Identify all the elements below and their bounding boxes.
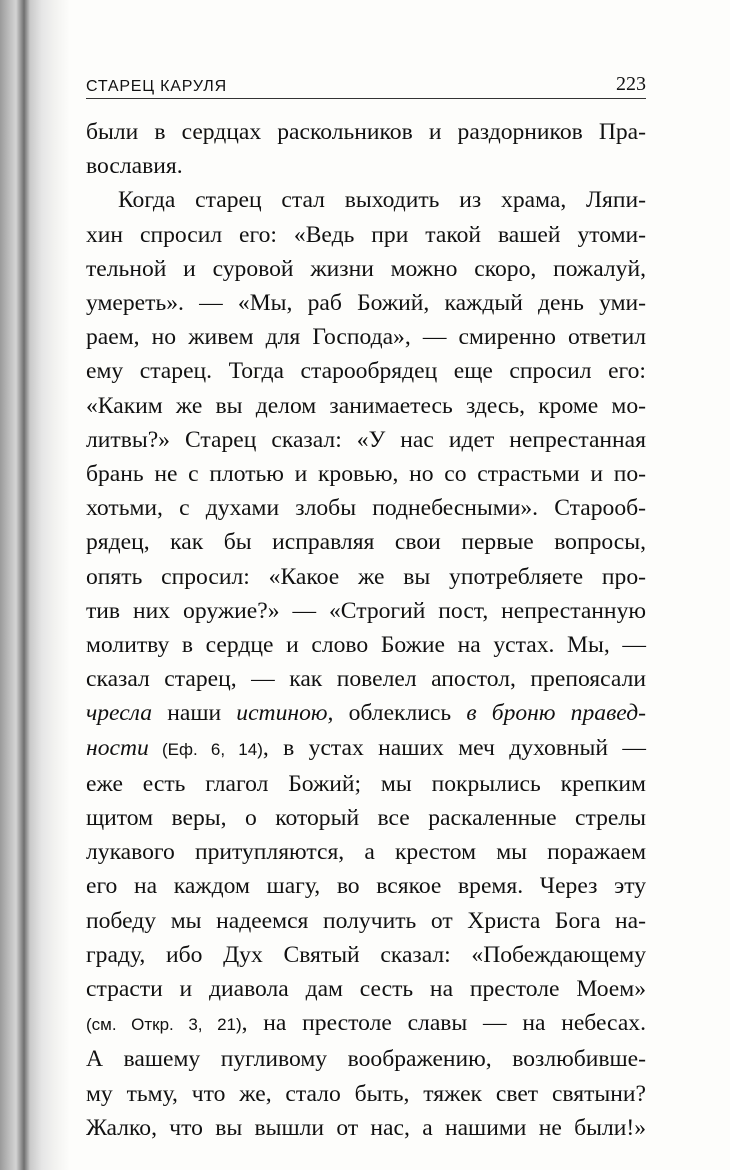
text-line: тив них оружие?» — «Строгий пост, непрестанную <box>86 597 646 624</box>
running-title: СТАРЕЦ КАРУЛЯ <box>86 78 227 95</box>
text-line: му тьму, что же, стало быть, тяжек свет святыни? <box>86 1080 646 1107</box>
text-line: победу мы надеемся получить от Христа Бога на- <box>86 907 646 934</box>
text-line: страсти и диавола дам сесть на престоле Моем» <box>86 976 646 1003</box>
text-line: тельной и суровой жизни можно скоро, пожалуй, <box>86 255 646 282</box>
text-line: рядец, как бы исправляя свои первые вопросы, <box>86 529 646 556</box>
italic-text: ности <box>86 734 149 761</box>
italic-text: чресла <box>86 700 153 727</box>
text-line: А вашему пугливому воображению, возлюбивше- <box>86 1046 646 1073</box>
text-line: хин спросил его: «Ведь при такой вашей утоми- <box>86 221 646 248</box>
text-line: литвы?» Старец сказал: «У нас идет непрестанная <box>86 426 646 453</box>
text-line <box>86 731 646 767</box>
italic-text: в броню правед- <box>466 700 646 727</box>
text-line: граду, ибо Дух Святый сказал: «Побеждающему <box>86 941 646 968</box>
text-line: сказал старец, — как повелел апостол, препоясали <box>86 666 646 693</box>
text-span: наши <box>152 700 237 727</box>
text-line: Когда старец стал выходить из храма, Ляпи- <box>118 187 646 214</box>
text-line: Жалко, что вы вышли от нас, а нашими не были!» <box>86 1114 646 1141</box>
text-line: раем, но живем для Господа», — смиренно ответил <box>86 324 646 351</box>
text-span: , в устах наших меч духовный — <box>262 734 646 761</box>
italic-text: истиною, <box>236 700 334 727</box>
text-line <box>86 1006 646 1042</box>
text-line: молитву в сердце и слово Божие на устах. Мы, — <box>86 632 646 659</box>
text-span: облеклись <box>333 700 467 727</box>
text-line: опять спросил: «Какое же вы употребляете про- <box>86 563 646 590</box>
body-text <box>86 115 646 1145</box>
page-header <box>86 70 646 99</box>
text-line: были в сердцах раскольников и раздорников Пра- <box>86 119 646 145</box>
text-line <box>86 696 646 730</box>
page-number: 223 <box>616 73 646 95</box>
text-line: ему старец. Тогда старообрядец еще спросил его: <box>86 358 646 385</box>
text-line: брань не с плотью и кровью, но со страстьми и по- <box>86 461 646 488</box>
text-line: его на каждом шагу, во всякое время. Через эту <box>86 873 646 900</box>
scripture-reference: (Еф. 6, 14) <box>148 739 263 759</box>
book-spine-shadow <box>0 0 70 1170</box>
text-line: лукавого притупляются, а крестом мы поражаем <box>86 839 646 866</box>
book-page <box>86 70 646 1145</box>
scripture-reference: (см. Откр. 3, 21) <box>86 1015 242 1035</box>
text-line: «Каким же вы делом занимаетесь здесь, кроме мо- <box>86 392 646 419</box>
text-span: , на престоле славы — на небесах. <box>241 1010 646 1037</box>
text-line: вославия. <box>86 153 183 180</box>
text-line: щитом веры, о который все раскаленные стрелы <box>86 805 646 832</box>
text-line: хотьми, с духами злобы поднебесными». Старооб- <box>86 495 646 522</box>
text-line: еже есть глагол Божий; мы покрылись крепким <box>86 770 646 797</box>
text-line: умереть». — «Мы, раб Божий, каждый день уми- <box>86 290 646 317</box>
